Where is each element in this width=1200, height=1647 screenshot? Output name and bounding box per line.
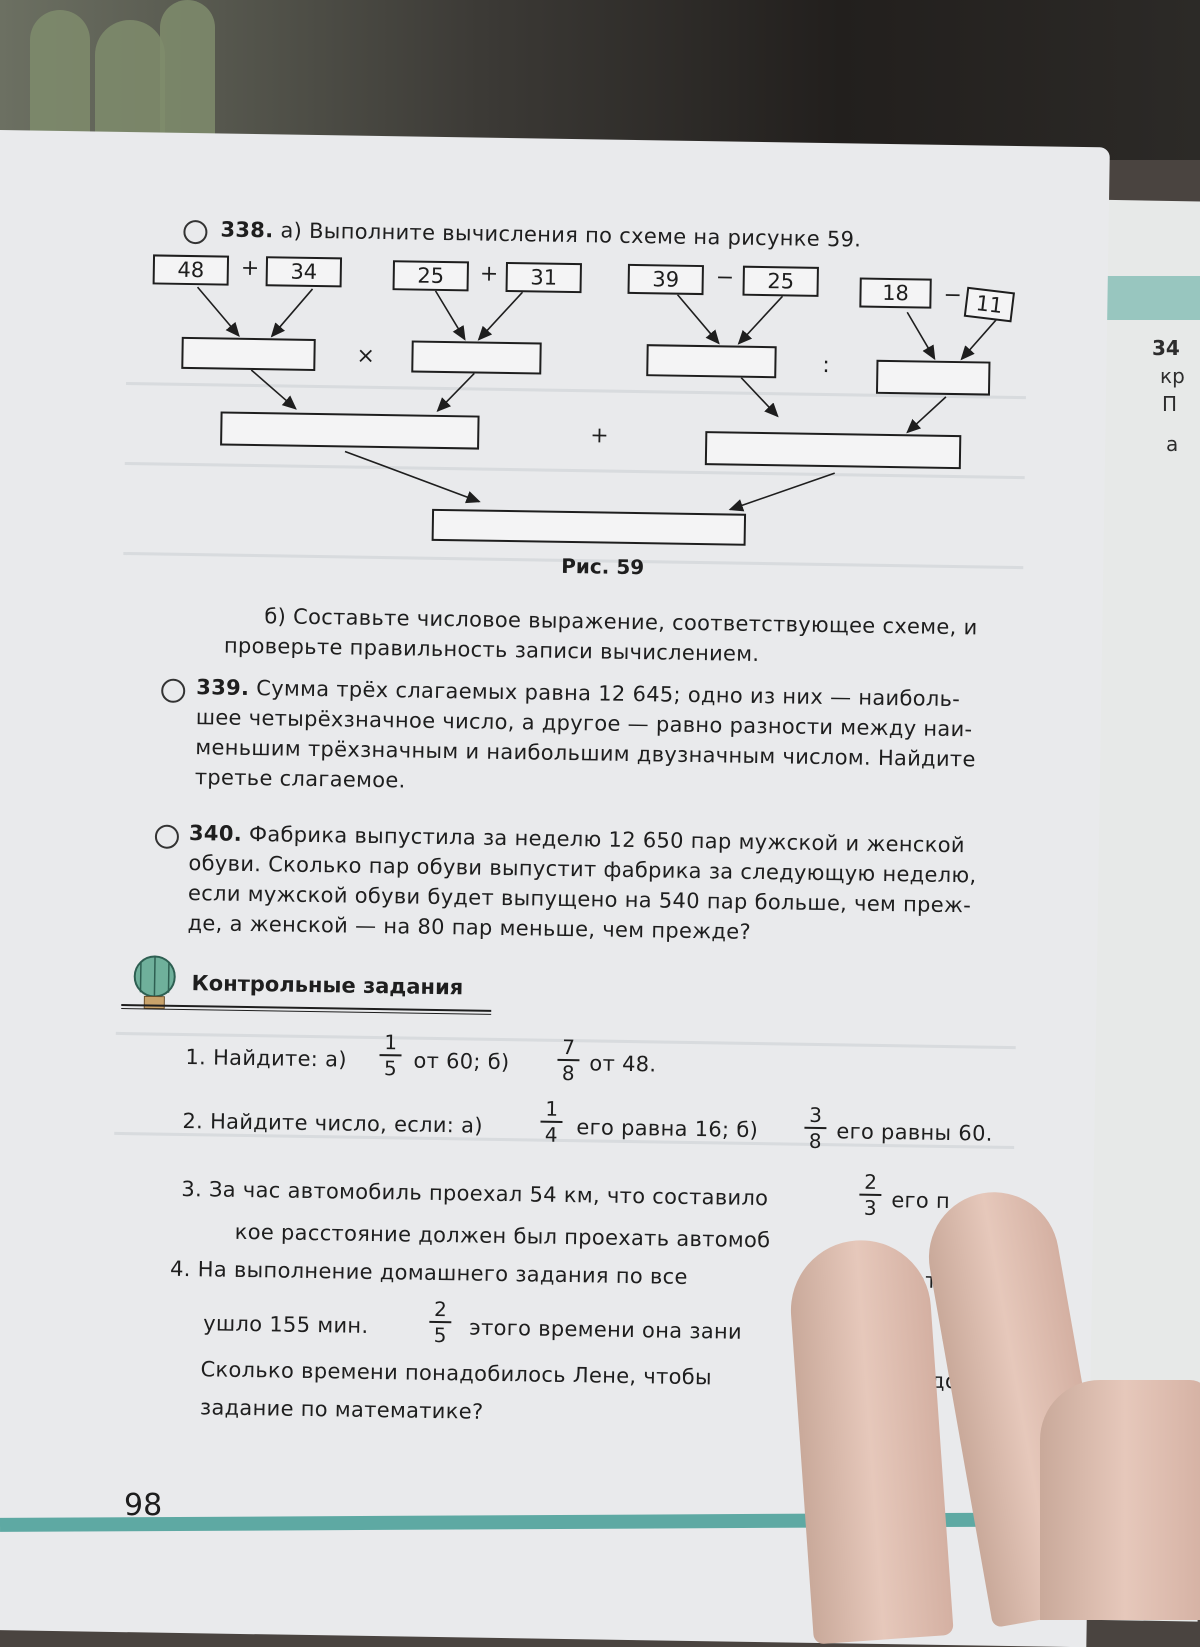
diagram-result-box	[181, 337, 315, 371]
problem-marker-icon	[161, 679, 185, 703]
diagram-result-box	[705, 431, 962, 469]
task-1-mid: от 60; б)	[413, 1048, 510, 1075]
task-4-line-1a: 4. На выполнение домашнего задания по все	[169, 1256, 688, 1289]
adjacent-page-fragment: кр	[1160, 364, 1185, 388]
task-1-pre: 1. Найдите: а)	[185, 1045, 347, 1072]
diagram-operator: +	[590, 423, 609, 449]
problem-number: 340.	[188, 821, 243, 846]
fraction-denominator: 4	[544, 1122, 558, 1147]
fraction	[429, 1297, 452, 1347]
fraction-numerator: 2	[859, 1170, 881, 1196]
task-2-pre: 2. Найдите число, если: а)	[182, 1108, 483, 1138]
task-4-line-2a: ушло 155 мин.	[203, 1311, 369, 1338]
diagram-result-box	[220, 411, 480, 449]
problem-340-line: если мужской обуви будет выпущено на 540 пар больше, чем преж-	[187, 881, 972, 918]
cactus-decoration	[30, 10, 90, 150]
diagram-input-box: 39	[628, 264, 704, 295]
fraction-numerator: 7	[557, 1035, 579, 1061]
problem-338-line-a: а) Выполните вычисления по схеме на рисунке 59.	[280, 218, 862, 252]
problem-marker-icon	[183, 220, 207, 244]
fraction-denominator: 8	[808, 1128, 822, 1154]
problem-marker-icon	[155, 825, 179, 849]
task-1-post: от 48.	[589, 1051, 657, 1077]
fraction-numerator: 1	[540, 1097, 562, 1123]
page-number: 98	[124, 1488, 163, 1523]
problem-340-line: обуви. Сколько пар обуви выпустит фабрика за следующую неделю,	[188, 851, 977, 888]
diagram-input-box: 31	[506, 262, 582, 293]
fraction	[804, 1103, 827, 1153]
diagram-input-box: 11	[964, 287, 1015, 323]
finger-overlay	[786, 1236, 954, 1645]
section-title: Контрольные задания	[191, 971, 464, 1000]
task-3-line-1: 3. За час автомобиль проехал 54 км, что составило	[181, 1176, 769, 1211]
problem-number: 338.	[220, 217, 274, 243]
cactus-decoration	[95, 20, 165, 150]
fraction	[379, 1030, 402, 1080]
fraction-denominator: 3	[863, 1195, 877, 1220]
diagram-operator: −	[943, 282, 963, 309]
task-4-line-3a: Сколько времени понадобилось Лене, чтобы	[200, 1357, 713, 1390]
adjacent-page-fragment: а	[1166, 432, 1179, 456]
problem-338-line-b2: проверьте правильность записи вычислением.	[223, 633, 760, 666]
fraction-denominator: 8	[561, 1060, 575, 1086]
diagram-input-box: 25	[742, 266, 818, 297]
problem-339-line: меньшим трёхзначным и наибольшим двузначным числом. Найдите	[195, 735, 976, 772]
fraction	[557, 1035, 580, 1085]
problem-339-line	[196, 675, 960, 711]
diagram-operator: ×	[356, 343, 376, 369]
diagram-result-box	[876, 360, 991, 396]
diagram-operator: −	[715, 265, 735, 291]
textbook-page	[0, 130, 1110, 1647]
finger-overlay	[1040, 1380, 1200, 1620]
adjacent-page-fragment: П	[1162, 392, 1178, 416]
diagram-input-box: 34	[266, 256, 342, 287]
diagram-operator: :	[822, 352, 831, 379]
cactus-decoration	[160, 0, 215, 150]
fraction-numerator: 3	[804, 1103, 826, 1129]
problem-340-text: Фабрика выпустила за неделю 12 650 пар мужской и женской	[248, 821, 966, 858]
problem-339-text: Сумма трёх слагаемых равна 12 645; одно из них — наиболь-	[256, 676, 961, 712]
task-3-post: его п	[891, 1188, 951, 1214]
task-4-line-4: задание по математике?	[199, 1395, 484, 1424]
fraction	[540, 1097, 563, 1147]
diagram-operator: +	[479, 261, 499, 287]
diagram-operator: +	[240, 255, 260, 282]
adjacent-page-fragment: 34	[1152, 336, 1180, 360]
fraction-denominator: 5	[433, 1322, 447, 1348]
problem-338-header	[220, 217, 861, 251]
figure-59-diagram	[143, 250, 1018, 564]
problem-number: 339.	[196, 675, 250, 700]
problem-340-line: де, а женской — на 80 пар меньше, чем прежде?	[187, 911, 752, 944]
diagram-result-box	[411, 340, 541, 374]
task-2-mid: его равна 16; б)	[576, 1115, 759, 1143]
diagram-input-box: 25	[393, 260, 469, 291]
diagram-result-box	[646, 344, 776, 378]
fraction-numerator: 2	[429, 1297, 451, 1323]
task-2-post: его равны 60.	[836, 1119, 993, 1146]
task-3-line-2: кое расстояние должен был проехать автомоб	[234, 1219, 771, 1253]
figure-caption: Рис. 59	[561, 553, 645, 580]
fraction	[859, 1170, 882, 1220]
diagram-input-box: 48	[153, 254, 229, 285]
task-4-line-2b: этого времени она зани	[469, 1315, 743, 1344]
diagram-input-box: 18	[859, 278, 931, 309]
diagram-final-box	[432, 509, 746, 546]
problem-340-line	[189, 821, 965, 857]
problem-338-line-b1: б) Составьте числовое выражение, соответствующее схеме, и	[264, 604, 978, 640]
problem-339-line: третье слагаемое.	[194, 765, 406, 793]
problem-339-line: шее четырёхзначное число, а другое — равно разности между наи-	[195, 705, 973, 742]
fraction-numerator: 1	[380, 1030, 402, 1056]
fraction-denominator: 5	[383, 1056, 397, 1081]
